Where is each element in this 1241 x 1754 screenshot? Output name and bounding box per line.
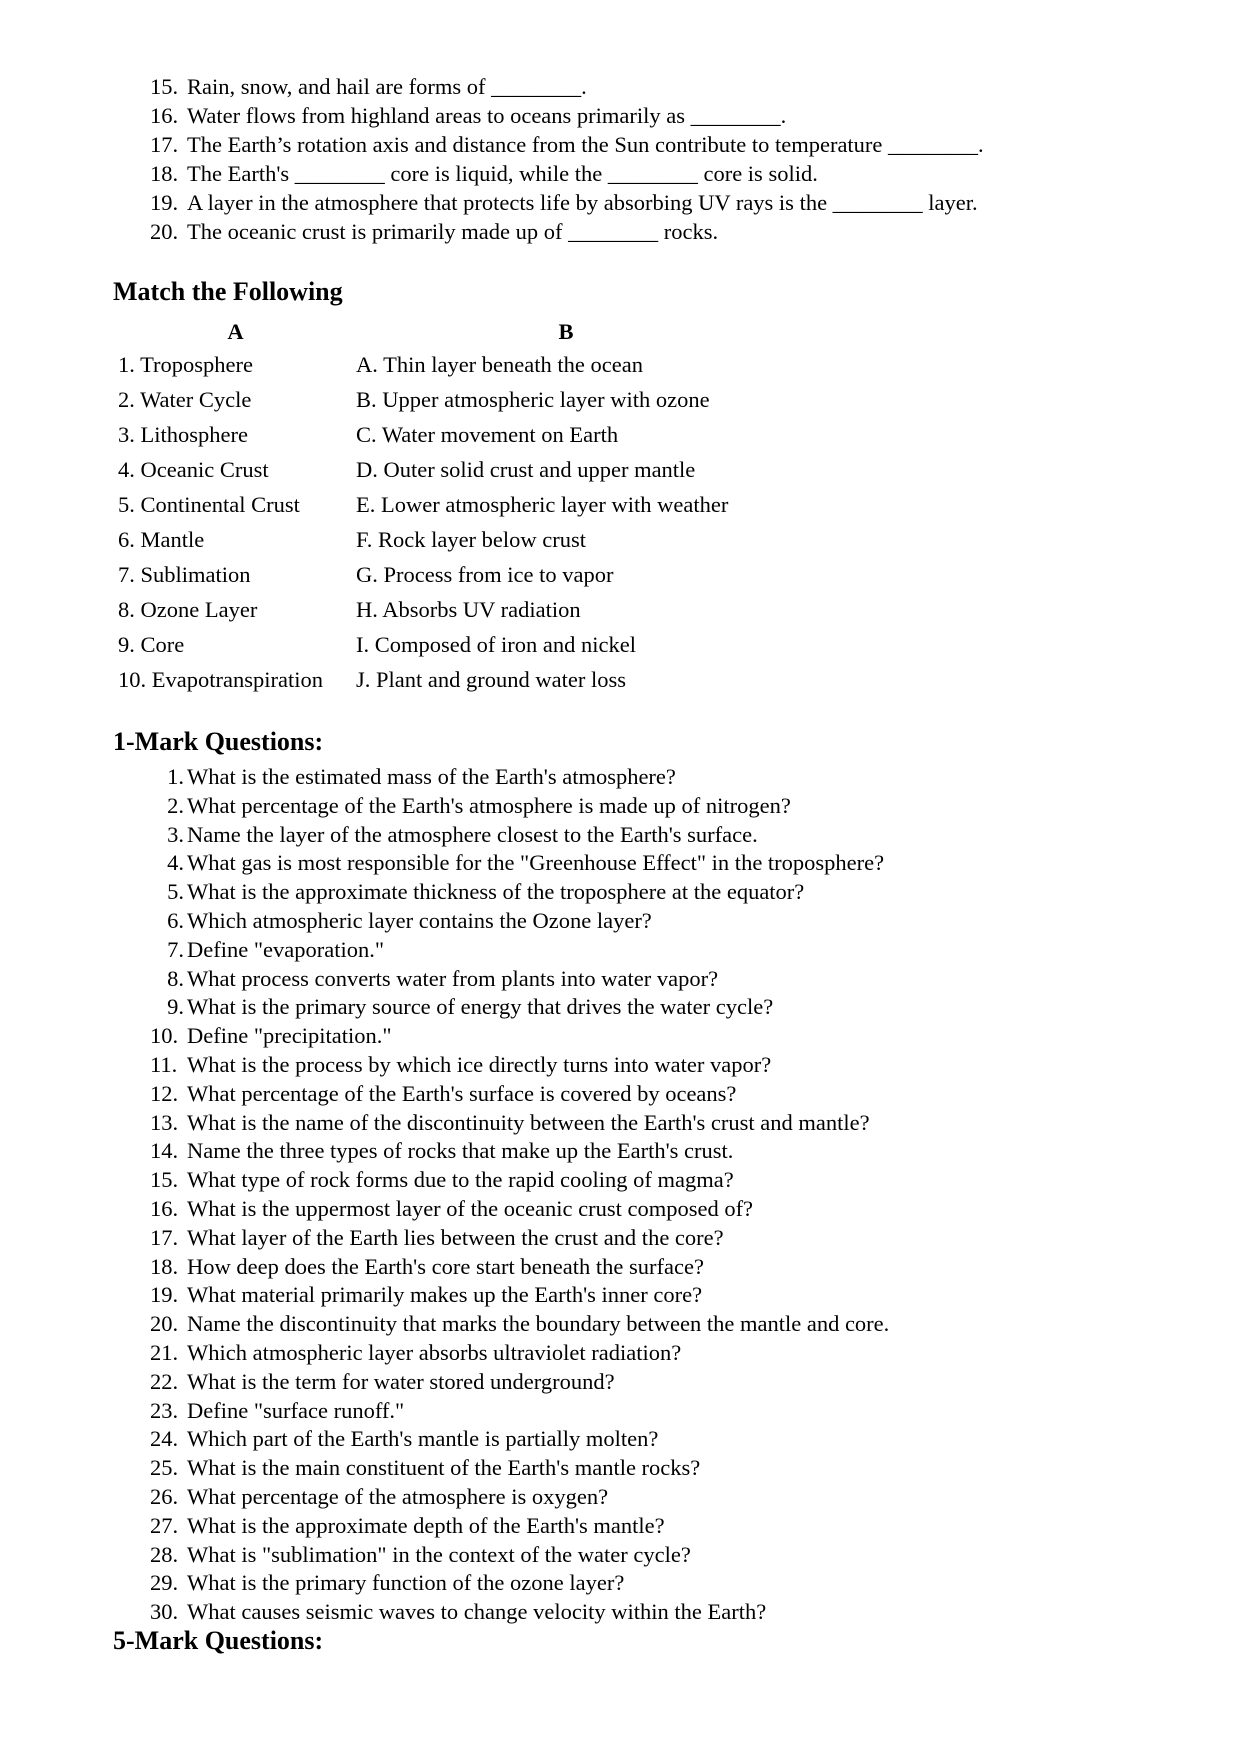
match-term: 6. Mantle (118, 526, 205, 552)
one-mark-question (150, 878, 889, 907)
question-text: What is the approximate thickness of the troposphere at the equator? (187, 879, 805, 905)
question-text: What is the term for water stored underground? (187, 1368, 615, 1394)
question-text: Name the three types of rocks that make up the Earth's crust. (187, 1138, 734, 1164)
match-row (115, 557, 776, 592)
match-term: 5. Continental Crust (118, 491, 300, 517)
question-number: 18. (150, 161, 179, 186)
question-number: 17. (150, 132, 179, 157)
one-mark-question (150, 1109, 889, 1138)
question-text: Define "precipitation." (187, 1023, 392, 1049)
question-number: 27. (150, 1512, 179, 1538)
question-text: What layer of the Earth lies between the crust and the core? (187, 1224, 724, 1250)
question-number: 20. (150, 1311, 179, 1337)
match-row (115, 522, 776, 557)
one-mark-question (150, 1281, 889, 1310)
question-text: Name the layer of the atmosphere closest to the Earth's surface. (187, 821, 758, 847)
match-term: 2. Water Cycle (118, 386, 252, 412)
match-definition: H. Absorbs UV radiation (356, 596, 581, 622)
question-text: What is the name of the discontinuity between the Earth's crust and mantle? (187, 1109, 870, 1135)
question-text: What is the primary source of energy that drives the water cycle? (187, 994, 774, 1020)
one-mark-question (150, 821, 889, 850)
question-text: Which part of the Earth's mantle is partially molten? (187, 1426, 659, 1452)
question-number: 15. (150, 1167, 179, 1193)
question-number: 9. (167, 994, 184, 1020)
column-b-header: B (558, 319, 574, 344)
match-row (115, 627, 776, 662)
one-mark-question (150, 763, 889, 792)
one-mark-question (150, 1253, 889, 1282)
question-text: The oceanic crust is primarily made up of ________ rocks. (187, 219, 719, 244)
question-text: What process converts water from plants into water vapor? (187, 965, 719, 991)
match-term: 10. Evapotranspiration (118, 666, 323, 692)
match-definition: E. Lower atmospheric layer with weather (356, 491, 729, 517)
fill-blank-item (150, 101, 984, 130)
question-text: Water flows from highland areas to oceans primarily as ________. (187, 103, 787, 128)
match-definition: G. Process from ice to vapor (356, 561, 614, 587)
one-mark-question (150, 1425, 889, 1454)
one-mark-question (150, 1137, 889, 1166)
question-text: What percentage of the Earth's atmosphere is made up of nitrogen? (187, 792, 791, 818)
question-number: 16. (150, 103, 179, 128)
match-definition: A. Thin layer beneath the ocean (356, 351, 643, 377)
question-text: A layer in the atmosphere that protects life by absorbing UV rays is the ________ layer. (187, 190, 978, 215)
question-text: The Earth's ________ core is liquid, while the ________ core is solid. (187, 161, 818, 186)
question-number: 8. (167, 965, 184, 991)
question-number: 5. (167, 879, 184, 905)
question-number: 15. (150, 74, 179, 99)
question-text: What is the uppermost layer of the oceanic crust composed of? (187, 1195, 754, 1221)
one-mark-question (150, 936, 889, 965)
match-term: 8. Ozone Layer (118, 596, 258, 622)
question-text: What is the process by which ice directly turns into water vapor? (187, 1051, 772, 1077)
fill-blank-item (150, 188, 984, 217)
five-mark-heading: 5-Mark Questions: (113, 1626, 324, 1655)
question-number: 19. (150, 190, 179, 215)
question-number: 2. (167, 792, 184, 818)
one-mark-question (150, 1310, 889, 1339)
question-number: 3. (167, 821, 184, 847)
match-term: 1. Troposphere (118, 351, 254, 377)
question-number: 6. (167, 907, 184, 933)
question-text: What is the approximate depth of the Earth's mantle? (187, 1512, 665, 1538)
question-text: What is the estimated mass of the Earth's atmosphere? (187, 764, 676, 789)
match-table-header-row (115, 317, 776, 347)
match-row (115, 417, 776, 452)
question-number: 16. (150, 1195, 179, 1221)
question-number: 12. (150, 1080, 179, 1106)
match-term: 9. Core (118, 631, 185, 657)
question-text: What percentage of the atmosphere is oxygen? (187, 1483, 609, 1509)
one-mark-question (150, 1541, 889, 1570)
question-number: 29. (150, 1570, 179, 1596)
one-mark-question (150, 1454, 889, 1483)
question-number: 25. (150, 1455, 179, 1481)
one-mark-question (150, 1195, 889, 1224)
question-text: How deep does the Earth's core start beneath the surface? (187, 1253, 704, 1279)
match-table-body (115, 347, 776, 697)
one-mark-question (150, 849, 889, 878)
one-mark-question (150, 1483, 889, 1512)
one-mark-question (150, 1512, 889, 1541)
question-number: 11. (150, 1051, 178, 1077)
one-mark-heading: 1-Mark Questions: (113, 727, 324, 756)
fill-in-the-blanks-list (150, 72, 984, 246)
one-mark-question (150, 1022, 889, 1051)
match-row (115, 487, 776, 522)
question-number: 14. (150, 1138, 179, 1164)
question-number: 1. (167, 764, 184, 789)
match-definition: C. Water movement on Earth (356, 421, 619, 447)
question-text: Which atmospheric layer absorbs ultraviolet radiation? (187, 1339, 682, 1365)
question-text: What percentage of the Earth's surface is covered by oceans? (187, 1080, 737, 1106)
question-text: What causes seismic waves to change velocity within the Earth? (187, 1599, 767, 1625)
one-mark-question (150, 1224, 889, 1253)
question-number: 13. (150, 1109, 179, 1135)
question-number: 23. (150, 1397, 179, 1423)
column-a-header: A (227, 319, 244, 344)
match-definition: J. Plant and ground water loss (356, 666, 626, 692)
question-text: What is the primary function of the ozone layer? (187, 1570, 625, 1596)
question-text: Which atmospheric layer contains the Ozone layer? (187, 907, 652, 933)
question-number: 21. (150, 1339, 179, 1365)
one-mark-question (150, 965, 889, 994)
question-text: Define "surface runoff." (187, 1397, 405, 1423)
question-number: 19. (150, 1282, 179, 1308)
question-number: 24. (150, 1426, 179, 1452)
question-number: 10. (150, 1023, 179, 1049)
one-mark-question (150, 1166, 889, 1195)
question-number: 28. (150, 1541, 179, 1567)
fill-blank-item (150, 159, 984, 188)
one-mark-question (150, 1397, 889, 1426)
one-mark-question (150, 1051, 889, 1080)
one-mark-question (150, 792, 889, 821)
match-section-heading: Match the Following (113, 277, 343, 306)
one-mark-question (150, 907, 889, 936)
question-text: Define "evaporation." (187, 936, 385, 962)
match-the-following-table (115, 317, 776, 697)
fill-blank-item (150, 217, 984, 246)
question-number: 26. (150, 1483, 179, 1509)
question-text: The Earth’s rotation axis and distance from the Sun contribute to temperature ________. (187, 132, 984, 157)
match-term: 7. Sublimation (118, 561, 251, 587)
one-mark-question (150, 1368, 889, 1397)
one-mark-question (150, 1080, 889, 1109)
match-row (115, 347, 776, 382)
one-mark-question (150, 1598, 889, 1627)
question-number: 4. (167, 850, 184, 876)
match-definition: B. Upper atmospheric layer with ozone (356, 386, 710, 412)
match-term: 4. Oceanic Crust (118, 456, 269, 482)
match-term: 3. Lithosphere (118, 421, 248, 447)
question-number: 18. (150, 1253, 179, 1279)
question-text: What gas is most responsible for the "Greenhouse Effect" in the troposphere? (187, 850, 885, 876)
match-row (115, 592, 776, 627)
question-text: What type of rock forms due to the rapid cooling of magma? (187, 1167, 734, 1193)
one-mark-questions-list (150, 763, 889, 1627)
question-number: 20. (150, 219, 179, 244)
match-row (115, 662, 776, 697)
question-text: What material primarily makes up the Earth's inner core? (187, 1282, 703, 1308)
one-mark-question (150, 993, 889, 1022)
one-mark-question (150, 1569, 889, 1598)
question-number: 7. (167, 936, 184, 962)
question-text: Name the discontinuity that marks the boundary between the mantle and core. (187, 1311, 890, 1337)
match-row (115, 382, 776, 417)
question-text: Rain, snow, and hail are forms of ________. (187, 74, 587, 99)
question-text: What is "sublimation" in the context of the water cycle? (187, 1541, 691, 1567)
fill-blank-item (150, 130, 984, 159)
question-number: 17. (150, 1224, 179, 1250)
match-definition: I. Composed of iron and nickel (356, 631, 636, 657)
match-row (115, 452, 776, 487)
fill-blank-item (150, 72, 984, 101)
one-mark-question (150, 1339, 889, 1368)
question-text: What is the main constituent of the Earth's mantle rocks? (187, 1455, 701, 1481)
match-definition: F. Rock layer below crust (356, 526, 587, 552)
question-number: 22. (150, 1368, 179, 1394)
question-number: 30. (150, 1599, 179, 1625)
match-definition: D. Outer solid crust and upper mantle (356, 456, 696, 482)
